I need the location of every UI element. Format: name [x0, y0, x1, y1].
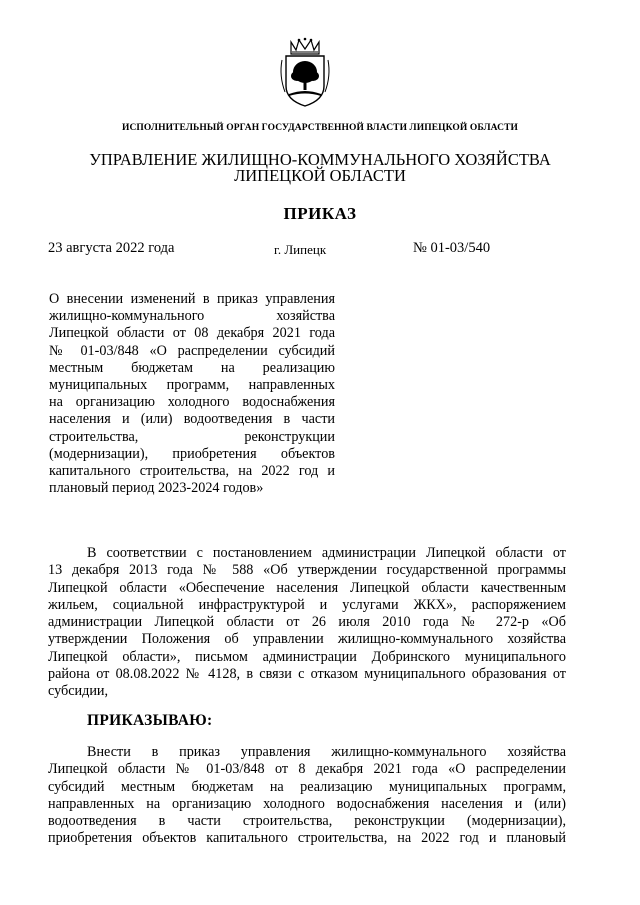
- document-subject: [49, 291, 335, 497]
- paragraph-line: субсидии,: [48, 683, 109, 700]
- paragraph-line: Липецкой области «Обеспечение населения Липецкой области качественным: [48, 579, 566, 596]
- paragraph-line: направленных на организацию холодного водоснабжения населения и (или): [48, 795, 566, 812]
- paragraph-line: района от 08.08.2022 № 4128, в связи с отказом муниципального образования от: [48, 666, 566, 683]
- paragraph-line: приобретения объектов капитального строительства, на 2022 год и плановый: [48, 830, 566, 847]
- paragraph-line: Липецкой области», письмом администрации Добринского муниципального: [48, 648, 566, 665]
- paragraph-line: администрации Липецкой области от 26 июля 2010 года № 272-р «Об: [48, 614, 566, 631]
- paragraph-line: утверждении Положения об управлении жилищно-коммунального хозяйства: [48, 631, 566, 648]
- subject-line: № 01-03/848 «О распределении субсидий: [49, 342, 335, 359]
- paragraph-line: В соответствии с постановлением администрации Липецкой области от: [87, 545, 566, 561]
- document-title: ПРИКАЗ: [283, 204, 357, 223]
- authority-name: ИСПОЛНИТЕЛЬНЫЙ ОРГАН ГОСУДАРСТВЕННОЙ ВЛАСТИ ЛИПЕЦКОЙ ОБЛАСТИ: [121, 123, 519, 133]
- subject-line: капитального строительства, на 2022 год и: [49, 463, 335, 480]
- subject-line: местным бюджетам на реализацию: [49, 359, 335, 376]
- subject-line: (модернизации), приобретения объектов: [49, 445, 335, 462]
- document-number: № 01-03/540: [413, 240, 491, 256]
- department-name-line1: УПРАВЛЕНИЕ ЖИЛИЩНО-КОММУНАЛЬНОГО ХОЗЯЙСТВА: [89, 150, 551, 169]
- order-paragraph: [48, 744, 566, 848]
- subject-line: строительства, реконструкции: [49, 428, 335, 445]
- paragraph-line: 13 декабря 2013 года № 588 «Об утверждении государственной программы: [48, 562, 566, 579]
- subject-line: населения и (или) водоотведения в части: [49, 411, 335, 428]
- paragraph-line: водоотведения в части строительства, реконструкции (модернизации),: [48, 813, 566, 830]
- subject-line: плановый период 2023-2024 годов»: [49, 480, 264, 497]
- document-city: г. Липецк: [274, 242, 327, 257]
- subject-line: Липецкой области от 08 декабря 2021 года: [49, 325, 335, 342]
- subject-line: муниципальных программ, направленных: [49, 377, 335, 394]
- paragraph-line: субсидий местным бюджетам на реализацию муниципальных программ,: [48, 778, 566, 795]
- document-date: 23 августа 2022 года: [48, 240, 175, 256]
- subject-line: О внесении изменений в приказ управления: [49, 291, 335, 307]
- preamble-paragraph: [48, 545, 566, 701]
- subject-line: на организацию холодного водоснабжения: [49, 394, 335, 411]
- subject-line: жилищно-коммунального хозяйства: [49, 308, 335, 325]
- paragraph-line: Внести в приказ управления жилищно-коммунального хозяйства: [87, 744, 566, 760]
- paragraph-line: жильем, социальной инфраструктурой и услугами ЖКХ», распоряжением: [48, 596, 566, 613]
- department-name-line2: ЛИПЕЦКОЙ ОБЛАСТИ: [234, 166, 406, 185]
- order-heading: ПРИКАЗЫВАЮ:: [87, 712, 213, 729]
- paragraph-line: Липецкой области № 01-03/848 от 8 декабря 2021 года «О распределении: [48, 761, 566, 778]
- coat-of-arms-icon: [277, 36, 333, 108]
